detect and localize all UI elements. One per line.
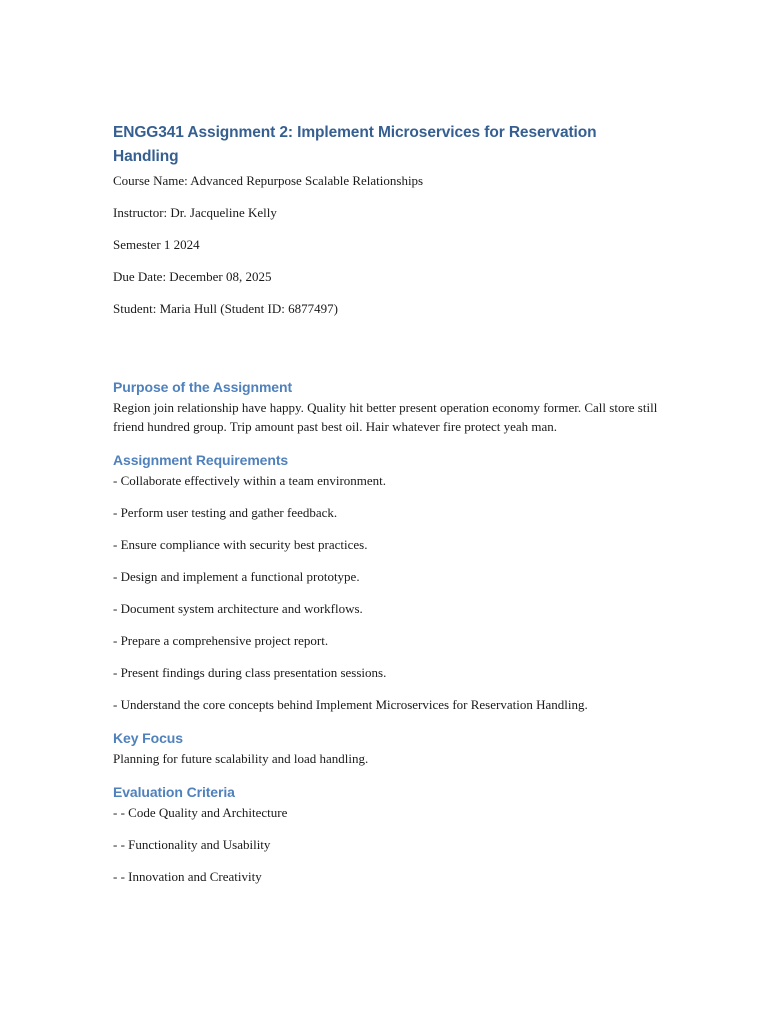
document-title: ENGG341 Assignment 2: Implement Microservices for Reservation Handling [113, 124, 597, 165]
student-info: Student: Maria Hull (Student ID: 6877497) [113, 301, 338, 316]
list-item: - Understand the core concepts behind Implement Microservices for Reservation Handling. [113, 697, 588, 712]
list-item: - Ensure compliance with security best practices. [113, 537, 368, 552]
requirements-list [113, 471, 658, 714]
due-date: Due Date: December 08, 2025 [113, 269, 272, 284]
section-spacer [113, 318, 658, 377]
document-meta [113, 171, 658, 318]
list-item: - Prepare a comprehensive project report. [113, 633, 329, 648]
purpose-text: Region join relationship have happy. Quality hit better present operation economy former. Call store still friend hundred group. Trip amount past best oil. Hair whatever fire protect yeah man. [113, 400, 658, 434]
requirements-heading: Assignment Requirements [113, 452, 289, 468]
purpose-heading: Purpose of the Assignment [113, 379, 293, 395]
list-item: - Collaborate effectively within a team environment. [113, 473, 387, 488]
course-name: Course Name: Advanced Repurpose Scalable Relationships [113, 173, 424, 188]
document-page [113, 121, 658, 900]
list-item: - Design and implement a functional prototype. [113, 569, 360, 584]
key-focus-text: Planning for future scalability and load handling. [113, 751, 369, 766]
list-item: - Perform user testing and gather feedback. [113, 505, 338, 520]
list-item: - Document system architecture and workflows. [113, 601, 363, 616]
list-item: - - Code Quality and Architecture [113, 805, 288, 820]
list-item: - - Functionality and Usability [113, 837, 271, 852]
evaluation-section [113, 782, 658, 886]
requirements-section [113, 450, 658, 714]
purpose-section [113, 377, 658, 436]
key-focus-section [113, 728, 658, 768]
evaluation-heading: Evaluation Criteria [113, 784, 235, 800]
list-item: - Present findings during class presentation sessions. [113, 665, 387, 680]
instructor: Instructor: Dr. Jacqueline Kelly [113, 205, 277, 220]
list-item: - - Innovation and Creativity [113, 869, 262, 884]
evaluation-list [113, 803, 658, 886]
key-focus-heading: Key Focus [113, 730, 183, 746]
semester: Semester 1 2024 [113, 237, 200, 252]
